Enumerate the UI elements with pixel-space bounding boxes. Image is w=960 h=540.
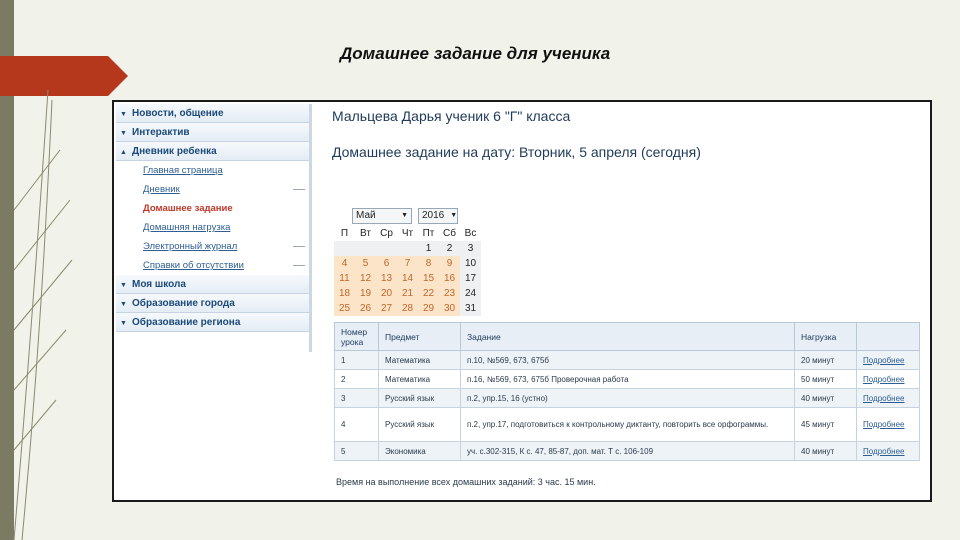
tick-mark <box>293 246 305 247</box>
calendar-day <box>376 241 397 256</box>
table-cell <box>335 389 379 408</box>
calendar-day[interactable]: 24 <box>460 286 481 301</box>
weekday-header: Вт <box>355 226 376 241</box>
chevron-down-icon: ▼ <box>450 212 458 219</box>
calendar-day <box>334 241 355 256</box>
calendar-day[interactable]: 4 <box>334 256 355 271</box>
table-row <box>335 408 920 442</box>
table-cell <box>795 408 857 442</box>
triangle-up-icon: ▲ <box>120 149 127 156</box>
table-cell <box>795 351 857 370</box>
cell-lesson-number: 1 <box>341 355 346 365</box>
triangle-down-icon: ▼ <box>120 320 127 327</box>
cell-subject: Русский язык <box>385 393 435 403</box>
student-name: Мальцева Дарья ученик 6 "Г" класса <box>332 108 571 124</box>
cell-subject: Математика <box>385 374 431 384</box>
cell-load: 40 минут <box>801 446 835 456</box>
calendar-day[interactable]: 20 <box>376 286 397 301</box>
calendar-day[interactable]: 27 <box>376 301 397 316</box>
table-row <box>335 351 920 370</box>
menu-section-label: Образование региона <box>132 317 241 328</box>
sidebar-item-label: Главная страница <box>143 165 223 176</box>
weekday-header: Сб <box>439 226 460 241</box>
calendar-day[interactable]: 12 <box>355 271 376 286</box>
calendar-day[interactable]: 23 <box>439 286 460 301</box>
sidebar-item-4[interactable] <box>116 237 309 256</box>
sidebar-item-0[interactable] <box>116 161 309 180</box>
table-cell <box>461 442 795 461</box>
calendar-day[interactable]: 13 <box>376 271 397 286</box>
table-cell <box>795 389 857 408</box>
menu-section-bottom-2[interactable] <box>116 313 309 332</box>
month-select[interactable] <box>352 208 412 224</box>
table-cell <box>335 351 379 370</box>
cell-details-link[interactable]: Подробнее <box>863 446 905 456</box>
sidebar-item-label: Домашняя нагрузка <box>143 222 231 233</box>
calendar-day[interactable]: 30 <box>439 301 460 316</box>
header-task: Задание <box>461 323 795 351</box>
cell-details-link[interactable]: Подробнее <box>863 420 905 429</box>
year-value: 2016 <box>422 210 445 221</box>
menu-section-top-2[interactable] <box>116 142 309 161</box>
calendar-day[interactable]: 26 <box>355 301 376 316</box>
calendar-day[interactable]: 25 <box>334 301 355 316</box>
table-cell <box>857 408 920 442</box>
calendar-day[interactable]: 1 <box>418 241 439 256</box>
sidebar-item-3[interactable] <box>116 218 309 237</box>
calendar-day[interactable]: 14 <box>397 271 418 286</box>
sidebar-item-5[interactable] <box>116 256 309 275</box>
sidebar-item-1[interactable] <box>116 180 309 199</box>
decor-lines <box>0 90 80 540</box>
sidebar-item-2[interactable] <box>116 199 309 218</box>
calendar-grid <box>334 226 480 316</box>
sidebar-item-label: Домашнее задание <box>143 203 233 214</box>
menu-section-bottom-0[interactable] <box>116 275 309 294</box>
table-row <box>335 389 920 408</box>
cell-task: п.2, упр.17, подготовиться к контрольному диктанту, повторить все орфограммы. <box>467 420 769 429</box>
header-load: Нагрузка <box>795 323 857 351</box>
tick-mark <box>293 189 305 190</box>
cell-load: 40 минут <box>801 393 835 403</box>
calendar-day[interactable]: 8 <box>418 256 439 271</box>
table-cell <box>795 370 857 389</box>
year-select[interactable] <box>418 208 458 224</box>
table-cell <box>795 442 857 461</box>
calendar-day <box>355 241 376 256</box>
cell-subject: Русский язык <box>385 420 435 429</box>
table-cell <box>857 351 920 370</box>
calendar-day[interactable]: 19 <box>355 286 376 301</box>
cell-details-link[interactable]: Подробнее <box>863 374 905 384</box>
menu-section-label: Интерактив <box>132 127 190 138</box>
cell-lesson-number: 2 <box>341 374 346 384</box>
table-cell <box>335 408 379 442</box>
calendar-day[interactable]: 6 <box>376 256 397 271</box>
calendar-day[interactable]: 21 <box>397 286 418 301</box>
homework-date: Домашнее задание на дату: Вторник, 5 апреля (сегодня) <box>332 144 701 160</box>
table-row <box>335 370 920 389</box>
calendar-day[interactable]: 31 <box>460 301 481 316</box>
cell-subject: Математика <box>385 355 431 365</box>
cell-load: 20 минут <box>801 355 835 365</box>
table-cell <box>335 442 379 461</box>
table-header-row <box>335 323 920 351</box>
calendar-day[interactable]: 16 <box>439 271 460 286</box>
calendar-day[interactable]: 9 <box>439 256 460 271</box>
menu-section-top-1[interactable] <box>116 123 309 142</box>
sidebar-menu <box>116 104 312 352</box>
table-cell <box>461 408 795 442</box>
cell-lesson-number: 4 <box>341 420 346 429</box>
header-subject: Предмет <box>379 323 461 351</box>
calendar-day[interactable]: 2 <box>439 241 460 256</box>
calendar-day[interactable]: 3 <box>460 241 481 256</box>
menu-section-bottom-1[interactable] <box>116 294 309 313</box>
header-empty <box>857 323 920 351</box>
cell-details-link[interactable]: Подробнее <box>863 393 905 403</box>
cell-details-link[interactable]: Подробнее <box>863 355 905 365</box>
weekday-header: Вс <box>460 226 481 241</box>
table-cell <box>379 408 461 442</box>
weekday-header: Чт <box>397 226 418 241</box>
cell-lesson-number: 3 <box>341 393 346 403</box>
calendar-day <box>397 241 418 256</box>
calendar-day[interactable]: 29 <box>418 301 439 316</box>
table-cell <box>461 351 795 370</box>
chevron-down-icon: ▼ <box>401 212 408 219</box>
calendar-day[interactable]: 17 <box>460 271 481 286</box>
triangle-down-icon: ▼ <box>120 301 127 308</box>
cell-task: п.2, упр.15, 16 (устно) <box>467 393 548 403</box>
weekday-header: Пт <box>418 226 439 241</box>
cell-subject: Экономика <box>385 446 426 456</box>
sidebar-item-label: Электронный журнал <box>143 241 238 252</box>
sidebar-item-label: Справки об отсутствии <box>143 260 244 271</box>
main-content <box>332 108 922 160</box>
table-cell <box>335 370 379 389</box>
total-time: Время на выполнение всех домашних заданий: 3 час. 15 мин. <box>336 477 596 487</box>
calendar <box>334 208 480 316</box>
table-cell <box>379 351 461 370</box>
table-cell <box>379 370 461 389</box>
calendar-day[interactable]: 15 <box>418 271 439 286</box>
cell-load: 45 минут <box>801 420 835 429</box>
table-cell <box>379 389 461 408</box>
cell-lesson-number: 5 <box>341 446 346 456</box>
slide-title: Домашнее задание для ученика <box>340 44 611 63</box>
tick-mark <box>293 265 305 266</box>
cell-load: 50 минут <box>801 374 835 384</box>
homework-table <box>334 322 920 461</box>
table-cell <box>461 389 795 408</box>
table-cell <box>857 442 920 461</box>
calendar-day[interactable]: 22 <box>418 286 439 301</box>
table-cell <box>857 370 920 389</box>
header-lesson-number: Номер урока <box>335 323 379 351</box>
menu-section-label: Образование города <box>132 298 235 309</box>
menu-section-label: Новости, общение <box>132 108 224 119</box>
calendar-day[interactable]: 28 <box>397 301 418 316</box>
triangle-down-icon: ▼ <box>120 111 127 118</box>
calendar-day[interactable]: 7 <box>397 256 418 271</box>
weekday-header: Ср <box>376 226 397 241</box>
menu-section-top-0[interactable] <box>116 104 309 123</box>
cell-task: п.16, №569, 673, 675б Проверочная работа <box>467 374 629 384</box>
table-cell <box>379 442 461 461</box>
weekday-header: П <box>334 226 355 241</box>
calendar-day[interactable]: 10 <box>460 256 481 271</box>
menu-section-label: Моя школа <box>132 279 186 290</box>
sidebar-item-label: Дневник <box>143 184 180 195</box>
screenshot-frame <box>112 100 932 502</box>
calendar-day[interactable]: 11 <box>334 271 355 286</box>
triangle-down-icon: ▼ <box>120 282 127 289</box>
table-cell <box>857 389 920 408</box>
triangle-down-icon: ▼ <box>120 130 127 137</box>
calendar-day[interactable]: 5 <box>355 256 376 271</box>
table-row <box>335 442 920 461</box>
table-cell <box>461 370 795 389</box>
menu-section-label: Дневник ребенка <box>132 146 217 157</box>
cell-task: уч. с.302-315, К с. 47, 85-87, доп. мат. Т с. 106-109 <box>467 446 654 456</box>
calendar-day[interactable]: 18 <box>334 286 355 301</box>
month-value: Май <box>356 210 376 221</box>
cell-task: п.10, №569, 673, 675б <box>467 355 549 365</box>
